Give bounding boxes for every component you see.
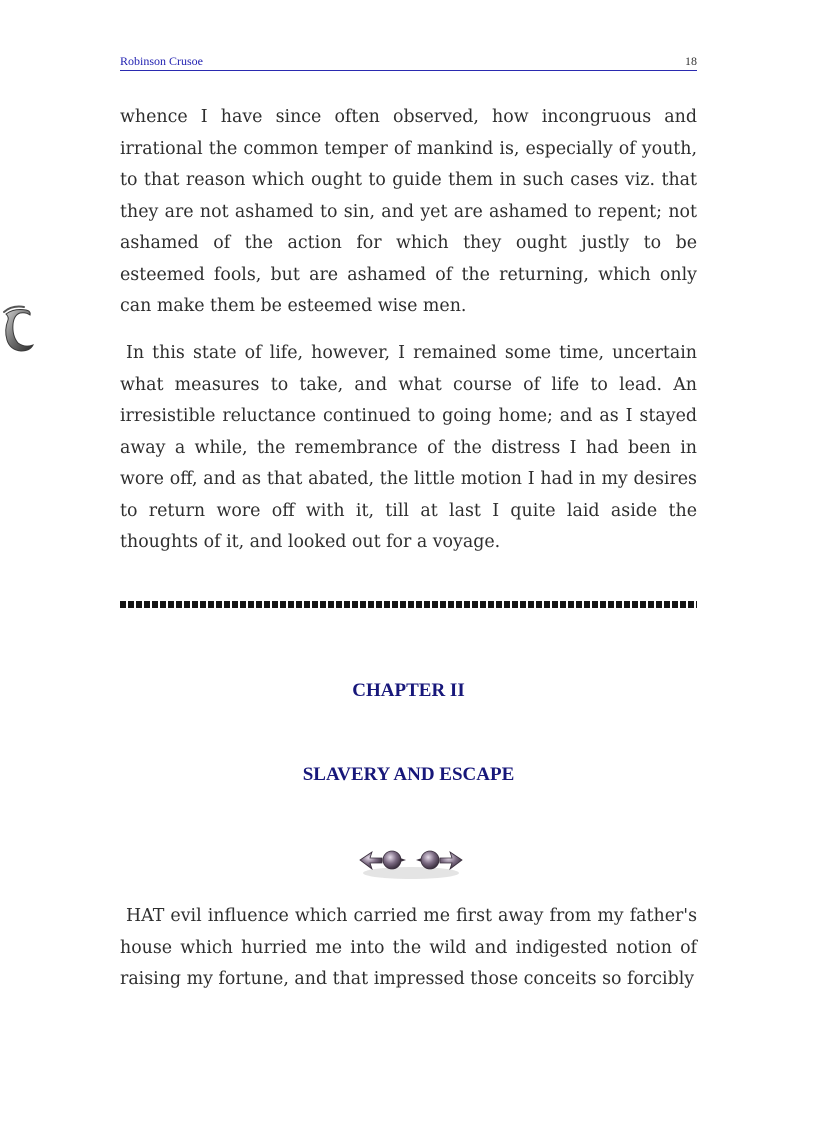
chapter-number: CHAPTER II (352, 680, 465, 701)
paragraph-2: In this state of life, however, I remained some time, uncertain what measures to take, and what course of life to lead. An irresistible reluctance continued to going home; and as I stayed away a while, the remembrance of the distress I had been in wore off, and as that abated, the little motion I had in my desires to return wore off with it, till at last I quite laid aside the thoughts of it, and looked out for a voyage. (120, 343, 697, 552)
ornamental-letter-icon (0, 300, 44, 360)
page-number: 18 (685, 54, 697, 68)
paragraph-3: HAT evil influence which carried me first away from my father's house which hurried me into the wild and indigested notion of raising my fortune, and that impressed those conceits so forcibly (120, 906, 697, 989)
running-header (120, 54, 697, 71)
section-divider (120, 601, 697, 608)
chapter-title: SLAVERY AND ESCAPE (302, 764, 515, 785)
paragraph-1: whence I have since often observed, how incongruous and irrational the common temper of mankind is, especially of youth, to that reason which ought to guide them in such cases viz. that they are not ashamed to sin, and yet are ashamed to repent; not ashamed of the action for which they ought justly to be esteemed fools, but are ashamed of the returning, which only can make them be esteemed wise men. (120, 107, 697, 316)
book-title-link[interactable]: Robinson Crusoe (120, 54, 204, 68)
arrow-ornament-icon (356, 840, 466, 882)
